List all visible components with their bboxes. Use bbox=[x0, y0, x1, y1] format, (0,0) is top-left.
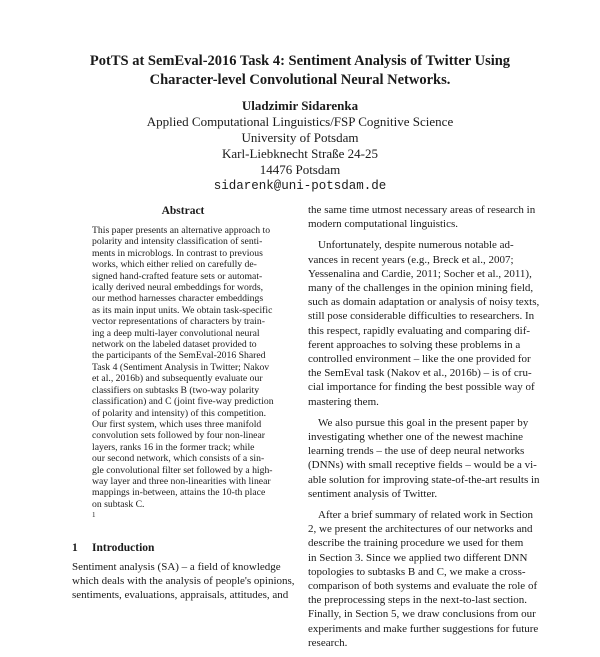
abstract-line: our method harnesses character embeddings bbox=[92, 293, 264, 305]
affiliation-line: Karl-Liebknecht Straße 24-25 bbox=[222, 146, 378, 161]
abstract-line: Task 4 (Sentiment Analysis in Twitter; Nakov bbox=[92, 361, 270, 373]
right-column bbox=[308, 203, 540, 657]
body-line: describe the training procedure we used for them bbox=[308, 537, 524, 550]
body-line: research. bbox=[308, 636, 348, 649]
section-number: 1 bbox=[72, 542, 78, 554]
body-line: After a brief summary of related work in Section bbox=[318, 509, 534, 522]
author-email: sidarenk@uni-potsdam.de bbox=[213, 179, 387, 193]
body-line: such as domain adaptation or analysis of noisy texts, bbox=[308, 296, 540, 309]
body-line: 2, we present the architectures of our networks and bbox=[308, 523, 533, 536]
body-line: Yessenalina and Cardie, 2011; Socher et al., 2011), bbox=[308, 267, 532, 280]
abstract-line: network on the labeled dataset provided to bbox=[92, 339, 257, 351]
abstract-line: classifiers on subtasks B (two-way polarity bbox=[92, 384, 260, 396]
abstract-line: signed hand-crafted feature sets or automat- bbox=[92, 270, 263, 282]
intro-line: which deals with the analysis of people's opinions, bbox=[72, 575, 295, 588]
body-line: cial importance for finding the best possible way of bbox=[308, 381, 535, 394]
body-line: this respect, rapidly evaluating and comparing dif- bbox=[308, 324, 531, 337]
body-line: sentiment analysis of Twitter. bbox=[308, 487, 438, 500]
paragraph bbox=[308, 238, 540, 408]
abstract-line: classification) and C (joint five-way prediction bbox=[92, 396, 274, 408]
paragraph bbox=[308, 508, 539, 650]
body-line: comparison of both systems and evaluate the role of bbox=[308, 580, 538, 593]
abstract-line: This paper presents an alternative approach to bbox=[92, 225, 271, 236]
body-line: vances in recent years (e.g., Breck et al., 2007; bbox=[308, 253, 514, 266]
body-line: modern computational linguistics. bbox=[308, 218, 459, 231]
abstract-line: Our first system, which uses three manifold bbox=[92, 418, 262, 430]
abstract-text bbox=[92, 225, 284, 522]
body-line: experiments and make further suggestions for future bbox=[308, 622, 539, 635]
body-line: able solution for improving state-of-the-art results in bbox=[308, 473, 540, 486]
abstract-line: the participants of the SemEval-2016 Shared bbox=[92, 350, 266, 362]
abstract-line: ments in microblogs. In contrast to previous bbox=[92, 247, 263, 259]
affiliation-line: University of Potsdam bbox=[241, 130, 359, 145]
abstract-line-text: on subtask C. bbox=[92, 498, 145, 510]
body-line: in Section 3. Since we applied two different DNN bbox=[308, 551, 528, 564]
abstract-line-last bbox=[92, 499, 284, 522]
abstract-line: ically derived neural embeddings for words, bbox=[92, 282, 264, 294]
section-heading bbox=[72, 542, 154, 554]
abstract-line: works, which either relied on carefully de- bbox=[92, 259, 257, 271]
left-column bbox=[72, 205, 294, 522]
abstract-line: convolution sets followed by four non-linear bbox=[92, 430, 265, 442]
abstract-line: et al., 2016b) and subsequently evaluate our bbox=[92, 373, 263, 385]
footnote-mark: 1 bbox=[92, 511, 96, 520]
abstract-line: of polarity and intensity) of this competition. bbox=[92, 407, 267, 419]
abstract-heading: Abstract bbox=[161, 205, 205, 217]
body-line: many of the challenges in the opinion mining field, bbox=[308, 282, 534, 295]
body-line: We also pursue this goal in the present paper by bbox=[318, 416, 529, 429]
affiliation-line: Applied Computational Linguistics/FSP Cognitive Science bbox=[146, 114, 454, 129]
body-line: Unfortunately, despite numerous notable ad- bbox=[318, 239, 514, 252]
paragraph bbox=[308, 203, 536, 231]
author-name: Uladzimir Sidarenka bbox=[241, 98, 359, 113]
abstract-line: layers, ranks 16 in the former track; while bbox=[92, 441, 255, 453]
body-line: mastering them. bbox=[308, 395, 379, 408]
intro-line: sentiments, evaluations, appraisals, attitudes, and bbox=[72, 589, 289, 602]
body-line: Finally, in Section 5, we draw conclusions from our bbox=[308, 608, 536, 621]
abstract-line: way layer and three non-linearities with linear bbox=[92, 475, 271, 487]
author-block bbox=[40, 98, 560, 194]
abstract-line: gle convolutional filter set followed by a high- bbox=[92, 464, 273, 476]
body-line: (DNNs) with small receptive fields – would be a vi- bbox=[308, 459, 537, 472]
paper-title bbox=[40, 52, 560, 90]
abstract-line: our second network, which consists of a sin- bbox=[92, 453, 265, 465]
body-line: investigating whether one of the newest machine bbox=[308, 431, 524, 444]
abstract-line: polarity and intensity classification of senti- bbox=[92, 236, 263, 248]
body-line: controlled environment – like the one provided for bbox=[308, 353, 531, 366]
abstract-line: mappings in-between, attains the 10-th place bbox=[92, 487, 266, 499]
intro-line: Sentiment analysis (SA) – a field of knowledge bbox=[72, 561, 281, 573]
title-line-2: Character-level Convolutional Neural Networks. bbox=[149, 72, 451, 88]
body-line: topologies to subtasks B and C, we make a cross- bbox=[308, 565, 526, 578]
body-line: still pose considerable difficulties to researchers. In bbox=[308, 310, 535, 323]
abstract-line: vector representations of characters by train- bbox=[92, 316, 265, 328]
section-title: Introduction bbox=[92, 542, 155, 554]
body-line: learning trends – the use of deep neural networks bbox=[308, 445, 525, 458]
body-line: the preprocessing steps in the next-to-last section. bbox=[308, 594, 528, 607]
paragraph bbox=[308, 416, 540, 501]
body-line: the same time utmost necessary areas of research in bbox=[308, 204, 536, 216]
body-line: ferent approaches to solving these problems in a bbox=[308, 338, 521, 351]
abstract-line: as its main input units. We obtain task-specific bbox=[92, 304, 273, 316]
introduction-text bbox=[72, 560, 294, 603]
affiliation-line: 14476 Potsdam bbox=[259, 162, 341, 177]
title-line-1: PotTS at SemEval-2016 Task 4: Sentiment Analysis of Twitter Using bbox=[89, 53, 511, 69]
body-line: the SemEval task (Nakov et al., 2016b) – is of cru- bbox=[308, 367, 532, 380]
abstract-line: ing a deep multi-layer convolutional neural bbox=[92, 327, 260, 339]
